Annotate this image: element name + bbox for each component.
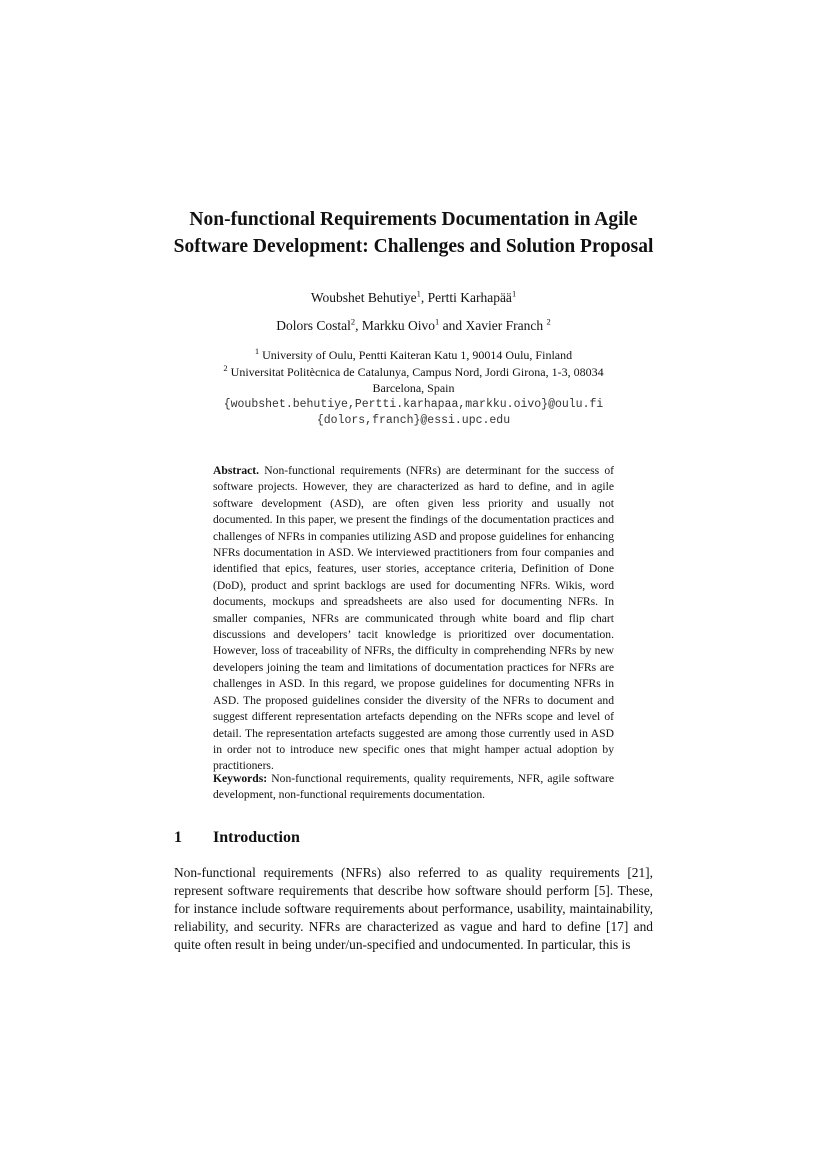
section-heading [174, 828, 300, 848]
intro-paragraph: Non-functional requirements (NFRs) also referred to as quality requirements [21], represent software requirements that describe how software should perform [5]. These, for instance include software requirements about performance, usability, maintainability, reliability, and security. NFRs are characterized as vague and hard to define [17] and quite often result in being under/un-specified and undocumented. In particular, this is [174, 865, 653, 952]
author-name: Markku Oivo [361, 318, 436, 333]
author-name: Xavier Franch [465, 318, 544, 333]
paper-title [0, 206, 827, 260]
abstract-label: Abstract. [213, 464, 260, 477]
keywords-label: Keywords: [213, 772, 268, 785]
keywords-text: Non-functional requirements, quality requirements, NFR, agile software development, non-functional requirements documentation. [213, 772, 614, 802]
section-number: 1 [174, 829, 182, 846]
affiliation-marker: 1 [416, 288, 421, 299]
affiliation-marker: 2 [546, 316, 551, 327]
section-title: Introduction [213, 829, 300, 846]
affiliation-marker: 2 [350, 316, 356, 327]
affiliation-text: Universitat Politècnica de Catalunya, Campus Nord, Jordi Girona, 1-3, 08034 [230, 364, 604, 379]
affiliation-marker: 1 [511, 288, 517, 299]
affiliation-2-city: Barcelona, Spain [372, 381, 455, 395]
affiliation-2 [0, 364, 827, 381]
affiliation-marker: 1 [254, 346, 260, 356]
title-line-2: Software Development: Challenges and Solution Proposal [173, 236, 654, 257]
author-line-1: Woubshet Behutiye$^1$, Pertti Karhapää$^1$ [310, 288, 517, 305]
keywords [213, 771, 614, 804]
abstract [213, 463, 614, 775]
abstract-text: Non-functional requirements (NFRs) are determinant for the success of software projects. However, they are characterized as hard to define, and in agile software development (ASD), are often given less priority and usually not documented. In this paper, we present the findings of the documentation practices and challenges of NFRs in companies utilizing ASD and propose guidelines for enhancing NFRs documentation in ASD. We interviewed practitioners from four companies and identified that epics, features, user stories, acceptance criteria, Definition of Done (DoD), product and sprint backlogs are used for documenting NFRs. Wikis, word documents, mockups and spreadsheets are also used for documenting NFRs. In smaller companies, NFRs are communicated through white board and flip chart discussions and developers’ tacit knowledge is prioritized over documentation. However, loss of traceability of NFRs, the difficulty in comprehending NFRs by new developers joining the team and limitations of documentation practices for NFRs are challenges in ASD. In this regard, we propose guidelines for documenting NFRs in ASD. The proposed guidelines consider the diversity of the NFRs to document and suggest different representation artefacts depending on the NFRs scope and level of detail. The representation artefacts suggested are among those currently used in ASD in order not to introduce new specific ones that might hamper actual adoption by practitioners. [213, 464, 614, 773]
author-name: Pertti Karhapää [427, 290, 512, 305]
title-line-1: Non-functional Requirements Documentation in Agile [189, 209, 638, 230]
author-name: Woubshet Behutiye [310, 290, 417, 305]
author-line-2: Dolors Costal$^2$, Markku Oivo$^1$ and Xavier Franch $^2$ [276, 316, 551, 333]
affiliation-marker: 2 [223, 362, 228, 373]
affiliation-1 [0, 347, 827, 364]
email-line-1: {woubshet.behutiye,Pertti.karhapaa,markku.oivo}@oulu.fi [223, 397, 604, 411]
affiliations [0, 347, 827, 430]
author-name: Dolors Costal [276, 318, 351, 333]
affiliation-text: University of Oulu, Pentti Kaiteran Katu 1, 90014 Oulu, Finland [262, 348, 573, 362]
author-conjunction: and [442, 318, 463, 333]
affiliation-marker: 1 [435, 316, 440, 327]
email-line-2: {dolors,franch}@essi.upc.edu [316, 414, 511, 427]
